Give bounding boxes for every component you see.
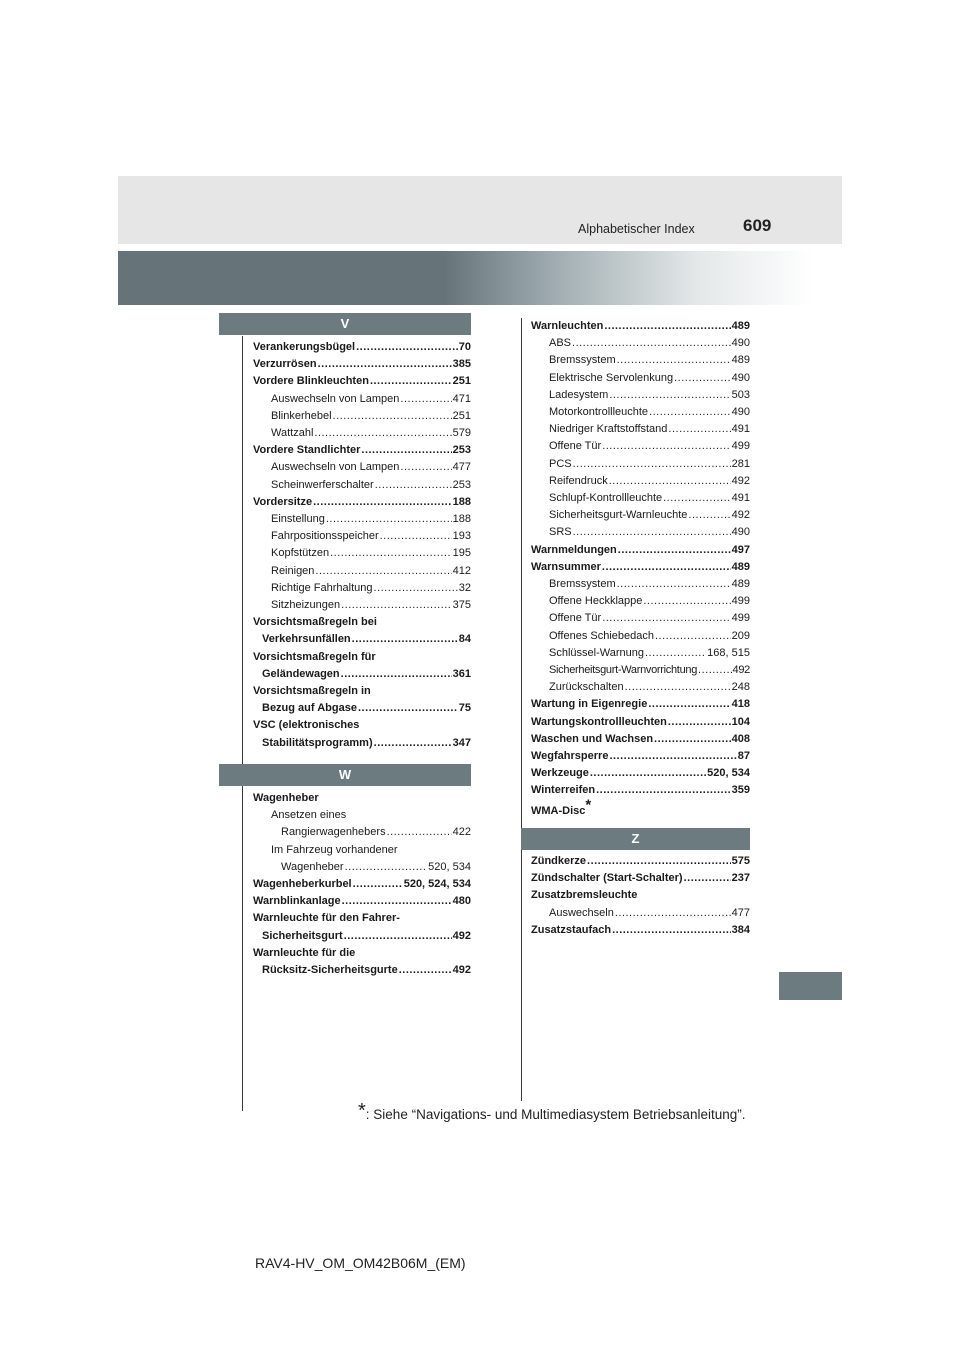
index-entry: Warnblinkanlage ..... 480 — [253, 893, 471, 910]
index-subentry: Offene Heckklappe ..... 499 — [531, 593, 750, 610]
index-entry: Wagenheberkurbel ..... 520, 524, 534 — [253, 876, 471, 893]
index-subentry: Schlupf-Kontrollleuchte ..... 491 — [531, 490, 750, 507]
index-entry-heading: VSC (elektronisches — [253, 719, 360, 732]
chapter-tab — [779, 972, 842, 1000]
index-subentry: Auswechseln ..... 477 — [531, 905, 750, 922]
index-column-w-right — [531, 318, 750, 820]
index-entry: Vordere Standlichter ..... 253 — [253, 442, 471, 459]
index-entry: Verkehrsunfällen ..... 84 — [253, 631, 471, 648]
index-entry: Stabilitätsprogramm) ..... 347 — [253, 735, 471, 752]
page-header — [118, 176, 842, 244]
index-subentry: Einstellung ..... 188 — [253, 511, 471, 528]
index-subentry: Auswechseln von Lampen ..... 471 — [253, 391, 471, 408]
header-banner — [118, 251, 842, 305]
index-subentry: Auswechseln von Lampen ..... 477 — [253, 459, 471, 476]
index-entry: Waschen und Wachsen ..... 408 — [531, 731, 750, 748]
index-entry: Werkzeuge ..... 520, 534 — [531, 765, 750, 782]
index-subentry: Kopfstützen ..... 195 — [253, 545, 471, 562]
index-subentry: Schlüssel-Warnung ..... 168, 515 — [531, 645, 750, 662]
document-id: RAV4-HV_OM_OM42B06M_(EM) — [255, 1255, 466, 1271]
index-subentry: Offene Tür ..... 499 — [531, 438, 750, 455]
index-entry-heading: WMA-Disc* — [531, 796, 592, 817]
index-entry: Wegfahrsperre ..... 87 — [531, 748, 750, 765]
section-letter-w: W — [219, 764, 471, 786]
index-entry-heading: Warnleuchte für die — [253, 946, 356, 959]
index-subentry: Wagenheber ..... 520, 534 — [253, 859, 471, 876]
index-entry: Bezug auf Abgase ..... 75 — [253, 700, 471, 717]
index-subentry: Sicherheitsgurt-Warnleuchte ..... 492 — [531, 507, 750, 524]
index-subentry: Zurückschalten ..... 248 — [531, 679, 750, 696]
index-entry: Vordersitze ..... 188 — [253, 494, 471, 511]
index-entry: Warnmeldungen ..... 497 — [531, 542, 750, 559]
index-subentry: Blinkerhebel ..... 251 — [253, 408, 471, 425]
index-subentry: Reifendruck ..... 492 — [531, 473, 750, 490]
index-subentry: Offenes Schiebedach ..... 209 — [531, 628, 750, 645]
index-subentry: SRS ..... 490 — [531, 524, 750, 541]
index-entry-heading: Zusatzbremsleuchte — [531, 889, 638, 902]
index-entry-heading: Warnleuchte für den Fahrer- — [253, 912, 400, 925]
index-entry: Wartungskontrollleuchten ..... 104 — [531, 714, 750, 731]
index-entry-heading: Vorsichtsmaßregeln für — [253, 650, 376, 663]
index-entry: Warnleuchten ..... 489 — [531, 318, 750, 335]
footnote — [358, 1100, 745, 1123]
index-subentry: Reinigen ..... 412 — [253, 563, 471, 580]
footnote-marker: * — [585, 796, 592, 814]
index-entry: Vordere Blinkleuchten ..... 251 — [253, 373, 471, 390]
index-column-w-left — [253, 790, 471, 979]
index-subentry: Rangierwagenhebers ..... 422 — [253, 824, 471, 841]
index-subentry: Richtige Fahrhaltung ..... 32 — [253, 580, 471, 597]
index-subentry: ABS ..... 490 — [531, 335, 750, 352]
index-subentry: Fahrpositionsspeicher ..... 193 — [253, 528, 471, 545]
index-entry: Zündkerze ..... 575 — [531, 853, 750, 870]
index-entry: Zündschalter (Start-Schalter) ..... 237 — [531, 870, 750, 887]
index-entry-heading: Wagenheber — [253, 792, 319, 804]
index-entry: Verzurrösen ..... 385 — [253, 356, 471, 373]
footnote-text: : Siehe “Navigations- und Multimediasystem Betriebsanleitung”. — [365, 1107, 746, 1122]
index-entry: Rücksitz-Sicherheitsgurte ..... 492 — [253, 962, 471, 979]
index-subentry: Motorkontrollleuchte ..... 490 — [531, 404, 750, 421]
index-subentry: Bremssystem ..... 489 — [531, 352, 750, 369]
index-column-v — [253, 339, 471, 752]
left-margin-rule — [242, 336, 243, 1111]
index-subentry-heading: Ansetzen eines — [271, 809, 347, 822]
index-entry-heading: Vorsichtsmaßregeln bei — [253, 616, 377, 629]
section-letter-z: Z — [521, 828, 750, 850]
header-title: Alphabetischer Index — [578, 222, 695, 236]
index-entry: Verankerungsbügel ..... 70 — [253, 339, 471, 356]
index-subentry: Sicherheitsgurt-Warnvorrichtung ..... 492 — [531, 662, 750, 679]
index-subentry: Sitzheizungen ..... 375 — [253, 597, 471, 614]
index-subentry: PCS ..... 281 — [531, 456, 750, 473]
section-letter-v: V — [219, 313, 471, 335]
index-subentry: Elektrische Servolenkung ..... 490 — [531, 370, 750, 387]
index-subentry-heading: Im Fahrzeug vorhandener — [271, 843, 398, 856]
index-entry: Zusatzstaufach ..... 384 — [531, 922, 750, 939]
index-subentry: Niedriger Kraftstoffstand ..... 491 — [531, 421, 750, 438]
index-entry: Wartung in Eigenregie ..... 418 — [531, 696, 750, 713]
index-entry-heading: Vorsichtsmaßregeln in — [253, 685, 371, 698]
index-entry: Warnsummer ..... 489 — [531, 559, 750, 576]
column-divider — [521, 318, 522, 1101]
page-number: 609 — [743, 216, 772, 235]
footnote-marker: * — [358, 1100, 366, 1122]
index-entry: Winterreifen ..... 359 — [531, 782, 750, 799]
index-subentry: Ladesystem ..... 503 — [531, 387, 750, 404]
index-entry: Sicherheitsgurt ..... 492 — [253, 928, 471, 945]
index-subentry: Wattzahl ..... 579 — [253, 425, 471, 442]
index-entry: Geländewagen ..... 361 — [253, 666, 471, 683]
index-subentry: Offene Tür ..... 499 — [531, 610, 750, 627]
index-subentry: Bremssystem ..... 489 — [531, 576, 750, 593]
index-column-z — [531, 853, 750, 939]
index-subentry: Scheinwerferschalter ..... 253 — [253, 477, 471, 494]
